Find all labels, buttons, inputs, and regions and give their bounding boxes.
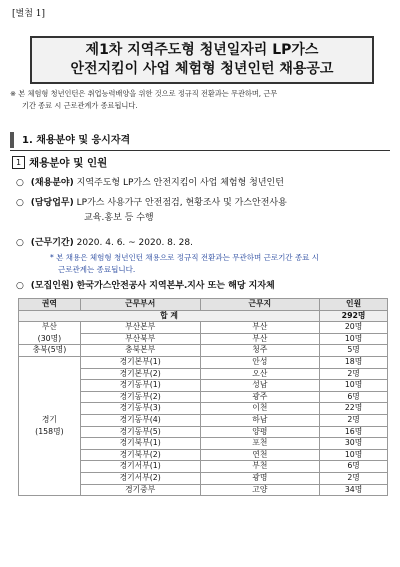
cell-place: 고양 bbox=[200, 484, 320, 496]
table-row bbox=[19, 426, 388, 438]
cell-dept: 경기서부(1) bbox=[80, 461, 200, 473]
total-value: 292명 bbox=[320, 310, 388, 322]
table-row bbox=[19, 449, 388, 461]
region-gyeonggi-spacer bbox=[19, 461, 81, 473]
cell-place: 광명 bbox=[200, 472, 320, 484]
cell-count: 10명 bbox=[320, 449, 388, 461]
cell-count: 22명 bbox=[320, 403, 388, 415]
period-note-line-1: * 본 채용은 체험형 청년인턴 채용으로 정규직 전환과는 무관하며 근로기간 종료 시 bbox=[50, 253, 320, 262]
bullet-circle: ○ bbox=[16, 198, 24, 208]
table-row bbox=[19, 438, 388, 450]
item-label: (근무기간) bbox=[30, 238, 74, 248]
region-gyeonggi-spacer bbox=[19, 438, 81, 450]
region-gyeonggi-spacer bbox=[19, 356, 81, 368]
cell-count: 6명 bbox=[320, 391, 388, 403]
item-text: 지역주도형 LP가스 안전지킴이 사업 체험형 청년인턴 bbox=[76, 178, 284, 188]
subsection-heading bbox=[12, 155, 107, 170]
cell-dept: 부산북부 bbox=[80, 333, 200, 345]
subsection-title: 채용분야 및 인원 bbox=[29, 157, 108, 169]
table-row bbox=[19, 345, 388, 357]
header-count: 인원 bbox=[320, 299, 388, 311]
cell-dept: 경기동부(2) bbox=[80, 391, 200, 403]
cell-dept: 경기동부(4) bbox=[80, 414, 200, 426]
bullet-circle: ○ bbox=[16, 238, 24, 248]
cell-place: 연천 bbox=[200, 449, 320, 461]
subsection-number-box: 1 bbox=[12, 156, 25, 169]
region-gyeonggi-spacer bbox=[19, 472, 81, 484]
cell-dept: 경기동부(5) bbox=[80, 426, 200, 438]
cell-count: 18명 bbox=[320, 356, 388, 368]
region-gyeonggi-count: (158명) bbox=[19, 426, 81, 438]
table-row bbox=[19, 403, 388, 415]
table-row bbox=[19, 380, 388, 392]
cell-dept: 경기중부 bbox=[80, 484, 200, 496]
item-label: (모집인원) bbox=[30, 281, 74, 291]
title-line-1: 제1차 지역주도형 청년일자리 LP가스 bbox=[85, 42, 319, 58]
table-row bbox=[19, 368, 388, 380]
item-text-cont: 교육․홍보 등 수행 bbox=[84, 213, 154, 223]
cell-count: 10명 bbox=[320, 333, 388, 345]
cell-count: 20명 bbox=[320, 322, 388, 334]
table-header-row bbox=[19, 299, 388, 311]
cell-dept: 경기북부(2) bbox=[80, 449, 200, 461]
region-busan-label: 부산 bbox=[19, 322, 81, 334]
section-bar bbox=[10, 132, 14, 148]
cell-count: 6명 bbox=[320, 461, 388, 473]
cell-place: 이천 bbox=[200, 403, 320, 415]
table-row bbox=[19, 391, 388, 403]
cell-count: 10명 bbox=[320, 380, 388, 392]
title-line-2: 안전지킴이 사업 체험형 청년인턴 채용공고 bbox=[70, 61, 334, 77]
table-row bbox=[19, 461, 388, 473]
cell-dept: 경기서부(2) bbox=[80, 472, 200, 484]
section-heading bbox=[10, 132, 390, 151]
notice-line-1: ※ 본 체험형 청년인턴은 취업능력배양을 위한 것으로 정규직 전환과는 무관하며, 근무 bbox=[10, 89, 278, 98]
cell-count: 30명 bbox=[320, 438, 388, 450]
item-duty bbox=[16, 196, 386, 226]
region-gyeonggi-spacer bbox=[19, 403, 81, 415]
region-gyeonggi-spacer bbox=[19, 484, 81, 496]
region-gyeonggi-spacer bbox=[19, 368, 81, 380]
period-note bbox=[50, 252, 390, 276]
region-gyeonggi-label: 경기 bbox=[19, 414, 81, 426]
table-row bbox=[19, 356, 388, 368]
cell-dept: 경기동부(3) bbox=[80, 403, 200, 415]
cell-place: 양평 bbox=[200, 426, 320, 438]
item-text: LP가스 사용가구 안전점검, 현황조사 및 가스안전사용 bbox=[76, 198, 287, 208]
item-text: 한국가스안전공사 지역본부․지사 또는 해당 지자체 bbox=[76, 281, 275, 291]
cell-place: 부산 bbox=[200, 322, 320, 334]
title-box bbox=[30, 36, 374, 84]
region-chungbuk: 충북(5명) bbox=[19, 345, 81, 357]
cell-place: 부산 bbox=[200, 333, 320, 345]
item-period bbox=[16, 236, 193, 251]
header-place: 근무지 bbox=[200, 299, 320, 311]
cell-place: 성남 bbox=[200, 380, 320, 392]
item-recruit bbox=[16, 279, 275, 294]
notice-text bbox=[10, 88, 392, 112]
cell-count: 16명 bbox=[320, 426, 388, 438]
cell-place: 안성 bbox=[200, 356, 320, 368]
total-label: 합 계 bbox=[19, 310, 320, 322]
region-gyeonggi-spacer bbox=[19, 449, 81, 461]
cell-dept: 경기동부(1) bbox=[80, 380, 200, 392]
table-row bbox=[19, 333, 388, 345]
table-row bbox=[19, 322, 388, 334]
table-row bbox=[19, 472, 388, 484]
bullet-circle: ○ bbox=[16, 178, 24, 188]
cell-count: 2명 bbox=[320, 414, 388, 426]
cell-dept: 경기북부(1) bbox=[80, 438, 200, 450]
notice-line-2: 기간 종료 시 근로관계가 종료됩니다. bbox=[22, 101, 138, 110]
cell-place: 부천 bbox=[200, 461, 320, 473]
period-note-line-2: 근로관계는 종료됩니다. bbox=[58, 265, 136, 274]
cell-dept: 부산본부 bbox=[80, 322, 200, 334]
item-field bbox=[16, 176, 284, 191]
region-busan-count: (30명) bbox=[19, 333, 81, 345]
region-gyeonggi-spacer bbox=[19, 391, 81, 403]
region-gyeonggi-spacer bbox=[19, 380, 81, 392]
cell-count: 5명 bbox=[320, 345, 388, 357]
cell-count: 2명 bbox=[320, 368, 388, 380]
section-title: 1. 채용분야 및 응시자격 bbox=[22, 135, 131, 146]
table-row bbox=[19, 484, 388, 496]
cell-place: 포천 bbox=[200, 438, 320, 450]
header-region: 권역 bbox=[19, 299, 81, 311]
bullet-circle: ○ bbox=[16, 281, 24, 291]
cell-count: 34명 bbox=[320, 484, 388, 496]
attachment-label: [별첨 1] bbox=[12, 9, 45, 19]
item-text: 2020. 4. 6. ~ 2020. 8. 28. bbox=[76, 238, 193, 248]
table-row bbox=[19, 414, 388, 426]
cell-place: 청주 bbox=[200, 345, 320, 357]
item-label: (채용분야) bbox=[30, 178, 74, 188]
cell-dept: 경기본부(1) bbox=[80, 356, 200, 368]
cell-place: 오산 bbox=[200, 368, 320, 380]
header-dept: 근무부서 bbox=[80, 299, 200, 311]
cell-place: 하남 bbox=[200, 414, 320, 426]
cell-dept: 경기본부(2) bbox=[80, 368, 200, 380]
table-total-row bbox=[19, 310, 388, 322]
cell-place: 광주 bbox=[200, 391, 320, 403]
recruit-table bbox=[18, 298, 388, 496]
cell-dept: 충북본부 bbox=[80, 345, 200, 357]
cell-count: 2명 bbox=[320, 472, 388, 484]
item-label: (담당업무) bbox=[30, 198, 74, 208]
